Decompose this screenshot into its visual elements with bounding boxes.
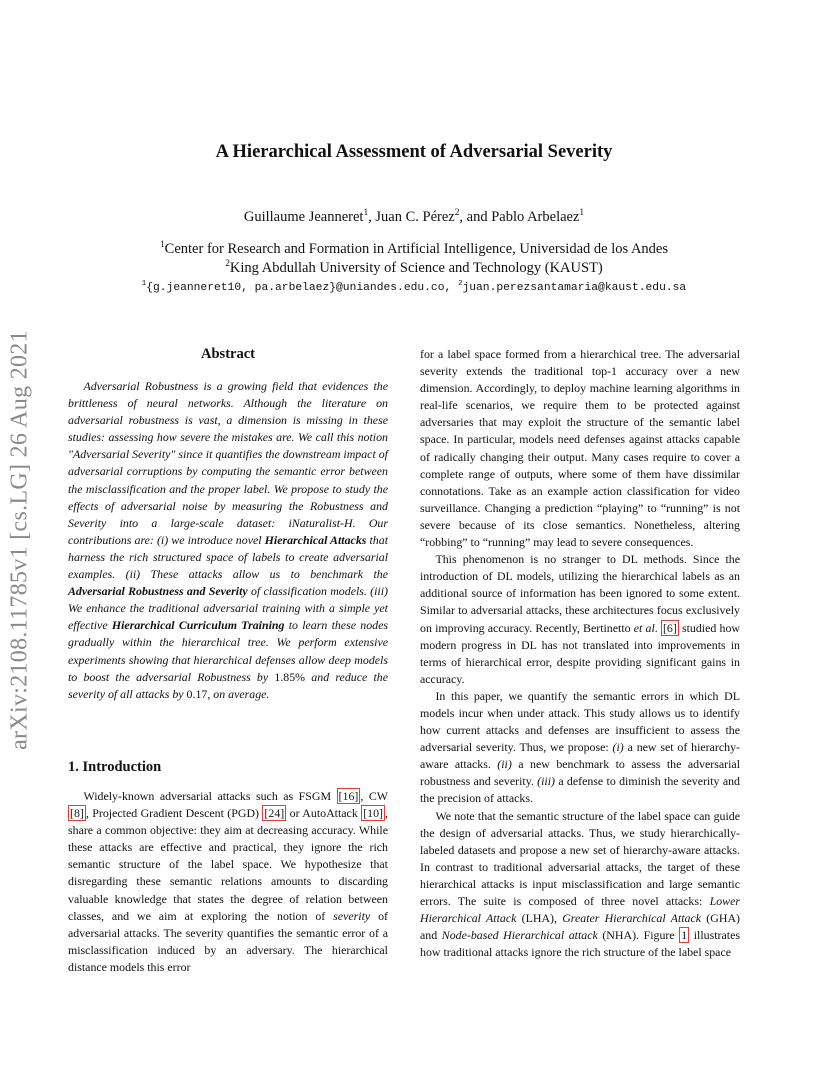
abstract-heading: Abstract bbox=[201, 346, 255, 362]
author-emails bbox=[0, 282, 828, 294]
citation-link[interactable]: [10] bbox=[363, 806, 384, 821]
body-emphasis: (i) bbox=[612, 740, 624, 755]
body-emphasis: (ii) bbox=[497, 757, 512, 772]
author-separator: , and bbox=[459, 209, 492, 225]
intro-text: , CW bbox=[360, 789, 388, 803]
body-text: In this paper, we quantify the semantic errors in which DL models incur when under attack. This study allows us to identify how current attacks and defenses are insufficient to assess the adversarial severity. Thus, we propose: bbox=[420, 688, 740, 755]
intro-text: , Projected Gradient Descent (PGD) bbox=[85, 806, 263, 821]
intro-text: or AutoAttack bbox=[286, 806, 362, 821]
author-name: Pablo Arbelaez bbox=[491, 209, 580, 225]
abstract-text: , on average. bbox=[207, 686, 270, 701]
intro-text: , share a common objective: they aim at decreasing accuracy. While these attacks are effective and practical, they ignore the rich semantic structure of the label space. We hypothesize that disregarding these semantic relations amounts to discarding valuable knowledge that states the degree of relation between classes, and we aim at exploring the notion of bbox=[68, 806, 388, 923]
citation-link[interactable]: [8] bbox=[70, 806, 84, 821]
body-emphasis: Greater Hierarchical Attack bbox=[562, 911, 702, 926]
affiliation-mark: 2 bbox=[225, 259, 230, 270]
section-heading-introduction: 1. Introduction bbox=[68, 759, 162, 775]
body-text: (LHA), bbox=[516, 911, 563, 926]
intro-text: of adversarial attacks. The severity quantifies the semantic error of a misclassification induced by an adversary. The hierarchical distance models this error bbox=[68, 908, 388, 974]
right-column-body bbox=[420, 346, 740, 961]
paper-title: A Hierarchical Assessment of Adversarial Severity bbox=[215, 142, 613, 162]
citation-link[interactable]: [24] bbox=[264, 806, 285, 821]
body-text: studied how modern progress in DL has not translated into improvements in terms of hierarchical error, despite providing significant gains in accuracy. bbox=[420, 620, 740, 686]
author-affil-mark: 1 bbox=[363, 208, 369, 219]
abstract-text: that harness the rich structured space of labels to create adversarial examples. (ii) These attacks allow us to benchmark the bbox=[68, 532, 388, 582]
body-emphasis: (iii) bbox=[537, 774, 555, 789]
abstract-number: 1.85% bbox=[274, 669, 306, 684]
affiliation-line bbox=[0, 260, 828, 277]
abstract-paragraph bbox=[68, 378, 388, 703]
body-text: a defense to diminish the severity and the precision of attacks. bbox=[420, 774, 740, 806]
body-text: a new set of hierarchy-aware attacks. bbox=[420, 740, 740, 772]
citation-link[interactable]: [6] bbox=[662, 620, 677, 635]
affiliation-text: King Abdullah University of Science and Technology (KAUST) bbox=[229, 260, 603, 276]
author-name: Juan C. Pérez bbox=[375, 209, 455, 225]
intro-text: Widely-known adversarial attacks such as FSGM bbox=[83, 789, 337, 803]
author-list bbox=[0, 209, 828, 226]
abstract-emphasis: Adversarial Robustness and Severity bbox=[68, 584, 248, 599]
affiliation-mark: 1 bbox=[159, 240, 165, 251]
abstract-text: and reduce the severity of all attacks by bbox=[68, 669, 388, 701]
abstract-text: to learn these nodes gradually within the hierarchical tree. We perform extensive experiments showing that hierarchical defenses allow deep models to boost the adversarial Robustness by bbox=[68, 618, 388, 684]
introduction-body bbox=[68, 788, 388, 976]
email-affil-mark: 2 bbox=[458, 280, 463, 289]
body-text: . bbox=[654, 620, 661, 635]
right-paragraph bbox=[420, 808, 740, 962]
figure-reference-link[interactable]: 1 bbox=[681, 928, 688, 943]
abstract-text: of classification models. (iii) We enhance the traditional adversarial training with a simple yet effective bbox=[68, 584, 388, 633]
body-text: a new benchmark to assess the adversarial robustness and severity. bbox=[420, 757, 740, 789]
abstract-emphasis: Hierarchical Curriculum Training bbox=[111, 618, 285, 633]
affiliation-line bbox=[0, 241, 828, 258]
body-emphasis: et al bbox=[633, 620, 655, 635]
email-affil-mark: 1 bbox=[141, 280, 147, 289]
right-paragraph: for a label space formed from a hierarchical tree. The adversarial severity extends the traditional top-1 accuracy over a new dimension. Accordingly, to deploy machine learning algorithms in real-life scenarios, we require them to be protected against adversaries that may exploit the structure of the semantic label space. In particular, models need defenses against attacks capable of radically changing their output. Many cases require to cover a complete range of outputs, where some of them have dissimilar connotations. Take as an example action classification for video surveillance. Changing a prediction “playing” to “running” is not severe because of its close semantics. Nonetheless, altering “robbing” to “running” may lead to severe consequences. bbox=[420, 347, 740, 550]
abstract-number: 0.17 bbox=[186, 686, 208, 701]
affiliation-text: Center for Research and Formation in Artificial Intelligence, Universidad de los Andes bbox=[164, 241, 669, 257]
abstract-text: Adversarial Robustness is a growing field that evidences the brittleness of neural networks. Although the literature on adversarial robustness is vast, a dimension is missing in these studies: assessing how severe the mistakes are. We call this notion "Adversarial Severity" since it quantifies the downstream impact of adversarial corruptions by computing the semantic error between the misclassification and the proper label. We propose to study the effects of adversarial noise by measuring the Robustness and Severity into a large-scale dataset: iNaturalist-H. Our contributions are: (i) we introduce novel bbox=[68, 379, 388, 547]
email-text: juan.perezsantamaria@kaust.edu.sa bbox=[462, 282, 687, 294]
right-paragraph bbox=[420, 551, 740, 688]
body-text: We note that the semantic structure of the label space can guide the design of adversarial attacks. Thus, we study hierarchically-labeled datasets and propose a new set of hierarchy-aware attacks. In contrast to traditional adversarial attacks, the target of these hierarchical attacks is input misclassification and large semantic errors. The suite is composed of three novel attacks: bbox=[420, 808, 740, 908]
abstract-body bbox=[68, 378, 388, 703]
body-emphasis: Node-based Hierarchical attack bbox=[441, 928, 598, 943]
right-paragraph bbox=[420, 688, 740, 808]
intro-emphasis: severity bbox=[333, 908, 371, 923]
author-affil-mark: 2 bbox=[454, 208, 460, 219]
body-emphasis: Lower Hierarchical Attack bbox=[420, 894, 740, 926]
body-text: (NHA). Figure bbox=[597, 928, 680, 943]
email-text: {g.jeanneret10, pa.arbelaez}@uniandes.edu.co, bbox=[146, 282, 459, 294]
arxiv-sidebar-stamp: arXiv:2108.11785v1 [cs.LG] 26 Aug 2021 bbox=[6, 330, 33, 750]
intro-paragraph bbox=[68, 788, 388, 976]
body-text: illustrates how traditional attacks ignore the rich structure of the label space bbox=[420, 928, 740, 960]
body-text: This phenomenon is no stranger to DL methods. Since the introduction of DL models, utilizing the hierarchical labels as an additional source of information has been ignored to some extent. Similar to adversarial attacks, these architectures focus exclusively on improving accuracy. Recently, Bertinetto bbox=[420, 552, 740, 635]
abstract-emphasis: Hierarchical Attacks bbox=[264, 532, 367, 547]
author-separator: , bbox=[368, 209, 376, 225]
citation-link[interactable]: [16] bbox=[338, 789, 359, 803]
body-text: (GHA) and bbox=[420, 911, 740, 943]
author-name: Guillaume Jeanneret bbox=[243, 209, 364, 225]
author-affil-mark: 1 bbox=[579, 208, 585, 219]
